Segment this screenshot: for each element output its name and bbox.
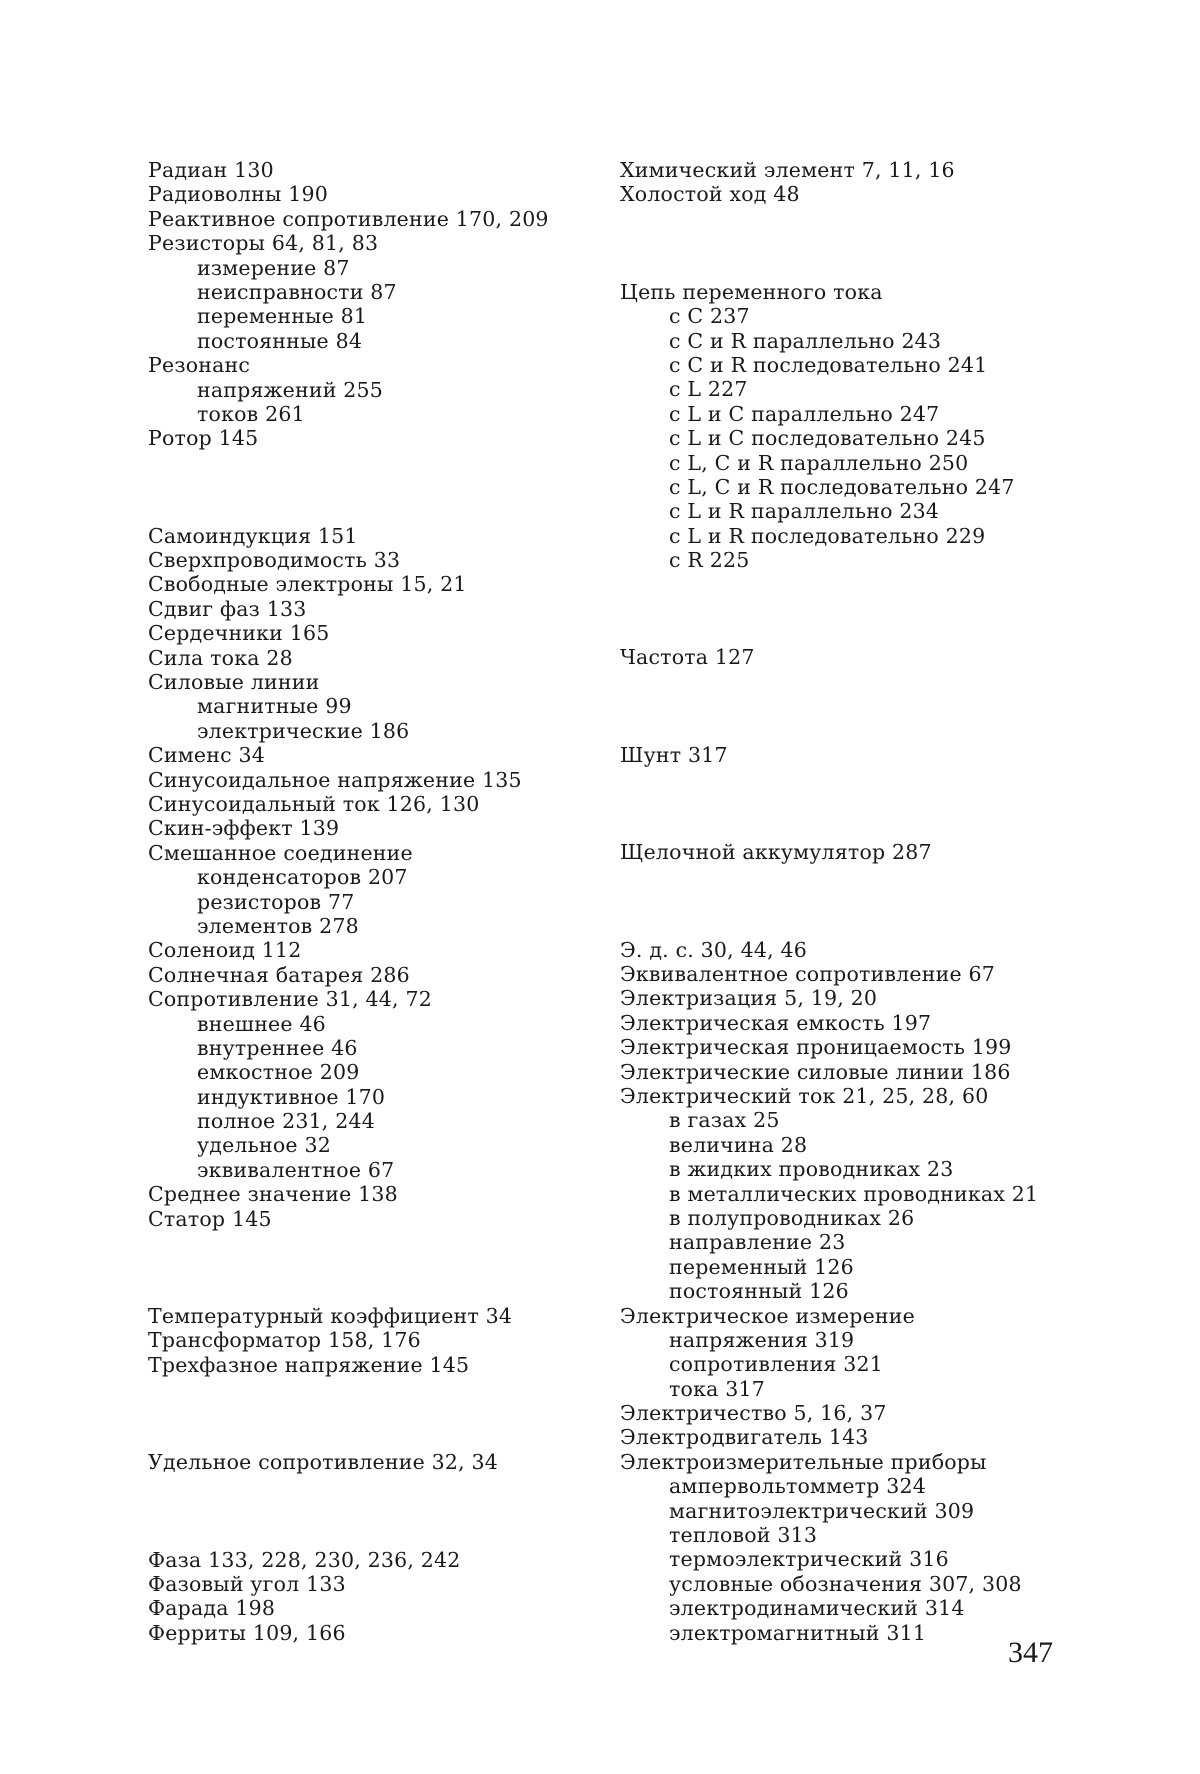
index-entry-heading: Температурный коэффициент 34: [148, 1304, 513, 1329]
index-entry: [620, 645, 1090, 669]
letter-group-gap: [620, 670, 1090, 743]
index-entry: [620, 938, 1090, 962]
index-entry-heading: Цепь переменного тока: [620, 279, 883, 304]
index-entry: [148, 182, 618, 206]
index-entry-heading: Сверхпроводимость 33: [148, 548, 401, 573]
index-subentry: постоянный 126: [669, 1279, 849, 1304]
index-entry-heading: Сопротивление 31, 44, 72: [148, 987, 432, 1012]
index-entry: [148, 646, 618, 670]
index-entry-heading: Синусоидальное напряжение 135: [148, 767, 522, 792]
index-entry: [620, 1304, 1090, 1402]
index-entry: [148, 1353, 618, 1377]
index-entry: [620, 962, 1090, 986]
index-subentry: с R 225: [669, 548, 750, 573]
index-subentry: внутреннее 46: [197, 1035, 358, 1060]
index-entry-heading: Фазовый угол 133: [148, 1571, 346, 1596]
index-entry-heading: Электродвигатель 143: [620, 1425, 869, 1450]
index-entry-heading: Частота 127: [620, 645, 755, 670]
index-subentry: неисправности 87: [197, 279, 397, 304]
index-entry-heading: Статор 145: [148, 1206, 272, 1231]
index-entry: [148, 670, 618, 743]
index-subentry: условные обозначения 307, 308: [669, 1571, 1022, 1596]
index-entry: [620, 158, 1090, 182]
index-subentry: переменные 81: [197, 304, 368, 329]
index-subentry: электродинамический 314: [669, 1596, 965, 1621]
index-entry: [148, 426, 618, 450]
index-entry: [148, 816, 618, 840]
index-entry-heading: Фарада 198: [148, 1596, 276, 1621]
index-entry-heading: Радиоволны 190: [148, 182, 328, 207]
index-column-right: [620, 158, 1090, 1645]
index-entry: [620, 743, 1090, 767]
index-entry: [148, 548, 618, 572]
index-entry-heading: Ферриты 109, 166: [148, 1620, 346, 1645]
index-entry: [148, 963, 618, 987]
index-entry-heading: Щелочной аккумулятор 287: [620, 840, 932, 865]
index-entry-heading: Электроизмерительные приборы: [620, 1449, 987, 1474]
index-entry-heading: Смешанное соединение: [148, 840, 413, 865]
index-entry: [148, 987, 618, 1182]
index-subentry: с L 227: [669, 377, 748, 402]
index-entry: [148, 597, 618, 621]
index-entry-heading: Электризация 5, 19, 20: [620, 986, 878, 1011]
index-entry: [148, 792, 618, 816]
letter-group-gap: [148, 1377, 618, 1450]
index-entry-heading: Резисторы 64, 81, 83: [148, 231, 379, 256]
letter-group-gap: [620, 572, 1090, 645]
index-entry-heading: Солнечная батарея 286: [148, 962, 410, 987]
index-subentry: в газах 25: [669, 1108, 780, 1133]
index-entry: [148, 938, 618, 962]
index-subentry: в полупроводниках 26: [669, 1205, 915, 1230]
index-entry: [148, 572, 618, 596]
index-subentry: сопротивления 321: [669, 1352, 883, 1377]
index-entry-heading: Соленоид 112: [148, 938, 302, 963]
index-entry-heading: Э. д. с. 30, 44, 46: [620, 937, 808, 962]
index-entry-heading: Электрическая проницаемость 199: [620, 1035, 1012, 1060]
index-entry: [148, 1304, 618, 1328]
letter-group-gap: [148, 451, 618, 524]
index-subentry: напряжения 319: [669, 1327, 855, 1352]
index-entry: [620, 1011, 1090, 1035]
index-subentry: переменный 126: [669, 1254, 854, 1279]
letter-group-gap: [148, 1231, 618, 1304]
index-subentry: магнитоэлектрический 309: [669, 1498, 975, 1523]
index-entry: [148, 1182, 618, 1206]
index-subentry: с L, C и R последовательно 247: [669, 474, 1015, 499]
index-entry: [620, 1060, 1090, 1084]
index-subentry: с C и R последовательно 241: [669, 352, 988, 377]
index-entry: [148, 524, 618, 548]
index-entry-heading: Резонанс: [148, 353, 251, 378]
index-subentry: направление 23: [669, 1230, 846, 1255]
index-subentry: ампервольтомметр 324: [669, 1474, 926, 1499]
index-entry-heading: Электрическая емкость 197: [620, 1010, 932, 1035]
index-entry-heading: Фаза 133, 228, 230, 236, 242: [148, 1547, 461, 1572]
index-entry: [148, 1596, 618, 1620]
index-entry-heading: Электричество 5, 16, 37: [620, 1401, 887, 1426]
index-subentry: с C и R параллельно 243: [669, 328, 942, 353]
index-entry: [620, 986, 1090, 1010]
index-subentry: электрические 186: [197, 718, 410, 743]
index-subentry: с L и R параллельно 234: [669, 499, 940, 524]
index-entry: [620, 280, 1090, 573]
index-subentry: резисторов 77: [197, 889, 355, 914]
index-subentry: с C 237: [669, 304, 750, 329]
index-entry: [148, 768, 618, 792]
index-entry: [620, 1401, 1090, 1425]
index-entry: [620, 1450, 1090, 1645]
letter-group-gap: [620, 207, 1090, 280]
index-entry-heading: Свободные электроны 15, 21: [148, 572, 467, 597]
index-entry: [148, 621, 618, 645]
index-subentry: измерение 87: [197, 255, 350, 280]
index-entry-heading: Самоиндукция 151: [148, 523, 358, 548]
index-entry-heading: Радиан 130: [148, 158, 274, 182]
index-entry: [148, 1207, 618, 1231]
index-entry-heading: Силовые линии: [148, 670, 320, 695]
index-subentry: удельное 32: [197, 1133, 331, 1158]
index-entry: [148, 841, 618, 939]
index-subentry: магнитные 99: [197, 694, 352, 719]
index-entry-heading: Ротор 145: [148, 426, 259, 451]
index-subentry: с L, C и R параллельно 250: [669, 450, 969, 475]
index-subentry: конденсаторов 207: [197, 865, 408, 890]
index-subentry: элементов 278: [197, 913, 359, 938]
index-subentry: емкостное 209: [197, 1060, 360, 1085]
index-entry-heading: Сдвиг фаз 133: [148, 596, 307, 621]
index-subentry: полное 231, 244: [197, 1109, 375, 1134]
index-subentry: с L и C параллельно 247: [669, 401, 940, 426]
letter-group-gap: [620, 865, 1090, 938]
index-subentry: постоянные 84: [197, 328, 363, 353]
index-entry-heading: Электрический ток 21, 25, 28, 60: [620, 1083, 989, 1108]
index-column-left: [148, 158, 618, 1645]
index-entry-heading: Химический элемент 7, 11, 16: [620, 158, 955, 182]
index-entry-heading: Среднее значение 138: [148, 1182, 398, 1207]
index-entry: [620, 1035, 1090, 1059]
index-entry-heading: Трехфазное напряжение 145: [148, 1352, 470, 1377]
index-subentry: величина 28: [669, 1132, 808, 1157]
index-entry: [148, 743, 618, 767]
index-subentry: тока 317: [669, 1376, 765, 1401]
index-subentry: напряжений 255: [197, 377, 384, 402]
index-subentry: в металлических проводниках 21: [669, 1181, 1039, 1206]
index-entry-heading: Эквивалентное сопротивление 67: [620, 962, 995, 987]
index-subentry: тепловой 313: [669, 1523, 818, 1548]
index-entry: [620, 182, 1090, 206]
index-entry-heading: Сердечники 165: [148, 621, 330, 646]
index-entry-heading: Удельное сопротивление 32, 34: [148, 1450, 499, 1475]
page-number: 347: [1008, 1636, 1053, 1669]
index-subentry: токов 261: [197, 401, 305, 426]
index-entry: [148, 1572, 618, 1596]
letter-group-gap: [620, 767, 1090, 840]
index-entry-heading: Электрическое измерение: [620, 1303, 915, 1328]
index-entry-heading: Трансформатор 158, 176: [148, 1328, 421, 1353]
index-entry: [620, 1425, 1090, 1449]
index-subentry: с L и C последовательно 245: [669, 426, 986, 451]
index-entry-heading: Реактивное сопротивление 170, 209: [148, 206, 549, 231]
index-subentry: с L и R последовательно 229: [669, 523, 986, 548]
index-entry-heading: Сила тока 28: [148, 645, 293, 670]
index-subentry: в жидких проводниках 23: [669, 1157, 954, 1182]
index-entry: [148, 1621, 618, 1645]
letter-group-gap: [148, 1475, 618, 1548]
index-entry-heading: Электрические силовые линии 186: [620, 1059, 1011, 1084]
index-subentry: индуктивное 170: [197, 1084, 386, 1109]
index-entry-heading: Шунт 317: [620, 742, 728, 767]
index-entry: [620, 840, 1090, 864]
index-subentry: термоэлектрический 316: [669, 1547, 949, 1572]
index-subentry: внешнее 46: [197, 1011, 326, 1036]
index-entry-heading: Скин-эффект 139: [148, 816, 340, 841]
index-entry: [148, 231, 618, 353]
index-entry-heading: Холостой ход 48: [620, 182, 800, 207]
index-entry-heading: Сименс 34: [148, 743, 265, 768]
index-entry: [148, 207, 618, 231]
index-entry: [620, 1084, 1090, 1304]
index-subentry: эквивалентное 67: [197, 1157, 395, 1182]
index-entry: [148, 1450, 618, 1474]
index-subentry: электромагнитный 311: [669, 1620, 927, 1645]
index-entry: [148, 353, 618, 426]
index-entry: [148, 158, 618, 182]
index-entry: [148, 1328, 618, 1352]
index-entry-heading: Синусоидальный ток 126, 130: [148, 791, 480, 816]
index-entry: [148, 1548, 618, 1572]
